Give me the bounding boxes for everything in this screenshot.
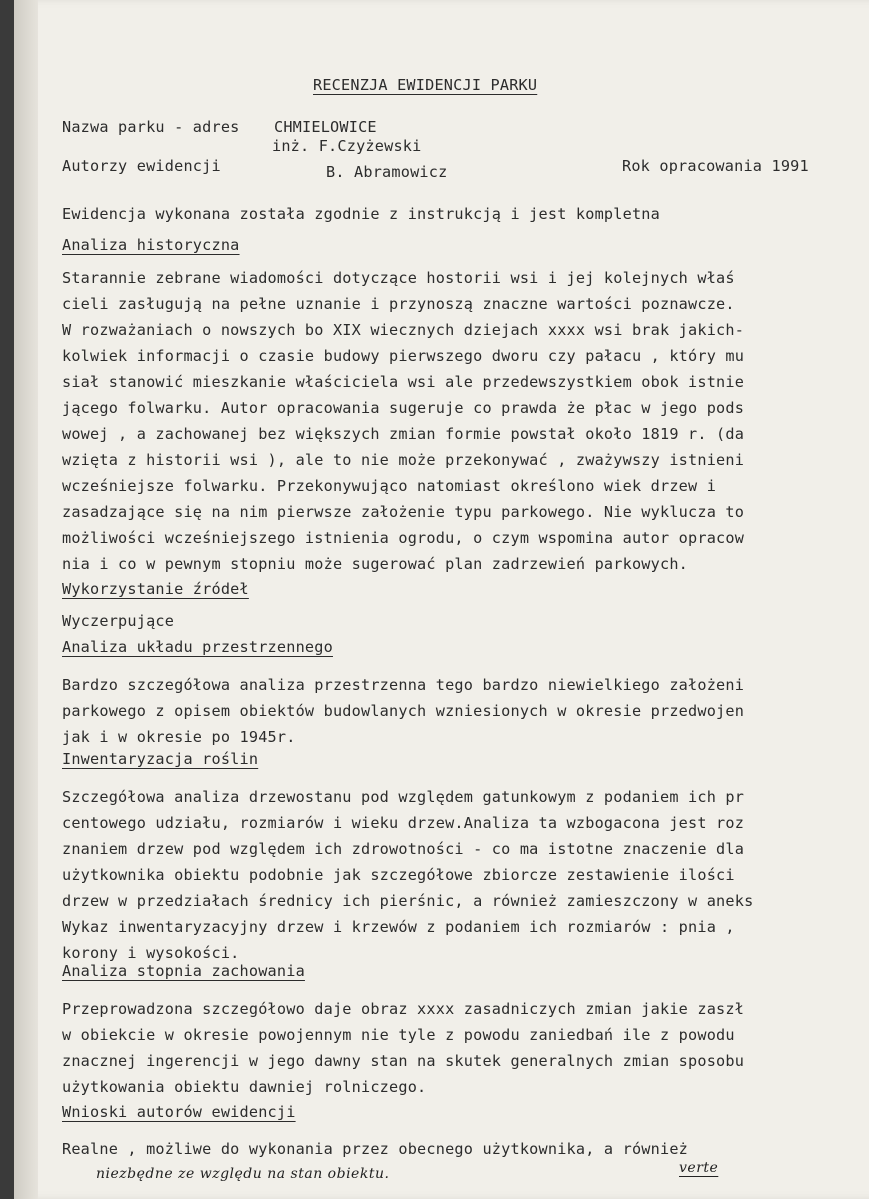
handwritten-verte: verte [679, 1160, 719, 1176]
text-line: jak i w okresie po 1945r. [62, 728, 296, 746]
author-2: B. Abramowicz [326, 163, 448, 181]
text-line: Przeprowadzona szczegółowo daje obraz xxxx zasadniczych zmian jakie zaszł [62, 1000, 745, 1018]
section-body [62, 1136, 688, 1162]
text-line: w obiekcie w okresie powojennym nie tyle z powodu zaniedbań ile z powodu [62, 1026, 735, 1044]
text-line: parkowego z opisem obiektów budowlanych wzniesionych w okresie przedwojen [62, 702, 745, 720]
text-line: wzięta z historii wsi ), ale to nie może przekonywać , zważywszy istnieni [62, 451, 745, 469]
text-line: Wykaz inwentaryzacyjny drzew i krzewów z podaniem ich rozmiarów : pnia , [62, 918, 735, 936]
text-line: nia i co w pewnym stopniu może sugerować plan zadrzewień parkowych. [62, 555, 689, 573]
section-heading: Inwentaryzacja roślin [62, 750, 259, 768]
section-heading: Wnioski autorów ewidencji [62, 1103, 296, 1121]
text-line: wcześniejsze folwarku. Przekonywująco natomiast określono wiek drzew i [62, 477, 717, 495]
park-name-value: CHMIELOWICE [274, 118, 377, 136]
text-line: zasadzające się na nim pierwsze założenie typu parkowego. Nie wyklucza to [62, 503, 745, 521]
author-1: inż. F.Czyżewski [272, 137, 422, 155]
document-page [14, 0, 869, 1199]
section-heading: Analiza układu przestrzennego [62, 638, 333, 656]
text-line: cieli zasługują na pełne uznanie i przynoszą znaczne wartości poznawcze. [62, 295, 735, 313]
section-heading: Wykorzystanie źródeł [62, 580, 249, 598]
text-line: korony i wysokości. [62, 944, 240, 962]
park-name-label: Nazwa parku - adres [62, 118, 240, 136]
section-body [62, 265, 744, 577]
text-line: Szczegółowa analiza drzewostanu pod względem gatunkowym z podaniem ich pr [62, 788, 745, 806]
text-line: użytkowania obiektu dawniej rolniczego. [62, 1078, 427, 1096]
text-line: Realne , możliwe do wykonania przez obecnego użytkownika, a również [62, 1140, 689, 1158]
intro-statement: Ewidencja wykonana została zgodnie z instrukcją i jest kompletna [62, 205, 660, 223]
page-edge-strip [14, 0, 38, 1199]
year-of-study: Rok opracowania 1991 [622, 157, 809, 175]
section-heading: Analiza stopnia zachowania [62, 962, 305, 980]
text-line: centowego udziału, rozmiarów i wieku drzew.Analiza ta wzbogacona jest roz [62, 814, 745, 832]
section-body [62, 784, 753, 966]
section-body [62, 608, 174, 634]
text-line: wowej , a zachowanej bez większych zmian formie powstał około 1819 r. (da [62, 425, 745, 443]
text-line: siał stanowić mieszkanie właściciela wsi ale przedewszystkiem obok istnie [62, 373, 745, 391]
text-line: kolwiek informacji o czasie budowy pierwszego dworu czy pałacu , który mu [62, 347, 745, 365]
text-line: użytkownika obiektu podobnie jak szczegółowe zbiorcze zestawienie ilości [62, 866, 735, 884]
text-line: możliwości wcześniejszego istnienia ogrodu, o czym wspomina autor opracow [62, 529, 745, 547]
section-body [62, 996, 744, 1100]
text-line: W rozważaniach o nowszych bo XIX wiecznych dziejach xxxx wsi brak jakich- [62, 321, 745, 339]
authors-label: Autorzy ewidencji [62, 157, 221, 175]
text-line: Starannie zebrane wiadomości dotyczące hostorii wsi i jej kolejnych właś [62, 269, 735, 287]
handwritten-note: niezbędne ze względu na stan obiektu. [96, 1166, 390, 1182]
text-line: jącego folwarku. Autor opracowania sugeruje co prawda że płac w jego pods [62, 399, 745, 417]
text-line: drzew w przedziałach średnicy ich pierśnic, a również zamieszczony w aneks [62, 892, 754, 910]
section-heading: Analiza historyczna [62, 236, 240, 254]
document-title: RECENZJA EWIDENCJI PARKU [313, 76, 538, 94]
text-line: Bardzo szczegółowa analiza przestrzenna tego bardzo niewielkiego założeni [62, 676, 745, 694]
section-body [62, 672, 744, 750]
text-line: Wyczerpujące [62, 612, 175, 630]
text-line: znacznej ingerencji w jego dawny stan na skutek generalnych zmian sposobu [62, 1052, 745, 1070]
text-line: znaniem drzew pod względem ich zdrowotności - co ma istotne znaczenie dla [62, 840, 745, 858]
